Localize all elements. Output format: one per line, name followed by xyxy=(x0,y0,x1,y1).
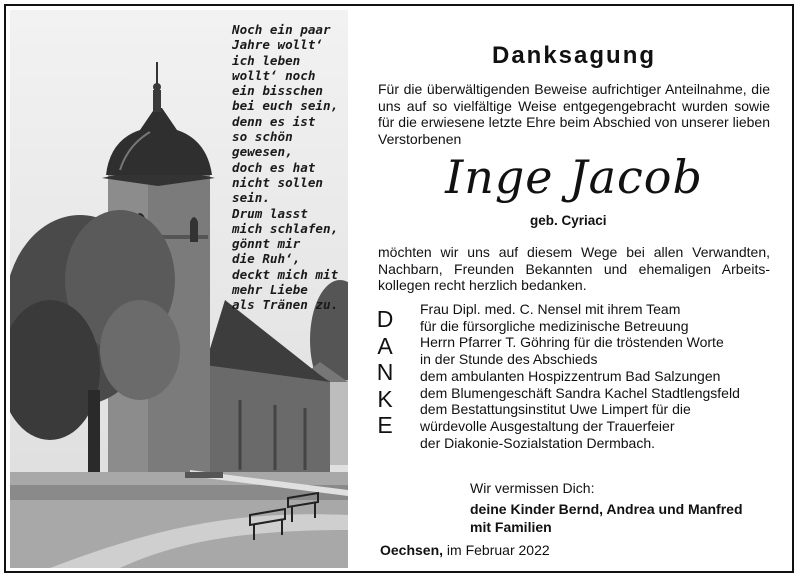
thank-list-line: dem Blumengeschäft Sandra Kachel Stadtlengsfeld xyxy=(420,384,740,401)
danke-vertical xyxy=(372,306,398,439)
thank-list-line: dem Bestattungsinstitut Uwe Limpert für die xyxy=(420,401,691,418)
birth-name: geb. Cyriaci xyxy=(530,213,607,228)
danke-letter: E xyxy=(377,412,393,438)
notice-title: Danksagung xyxy=(491,42,657,69)
thank-list xyxy=(420,301,790,451)
family-signature xyxy=(470,500,743,536)
danke-letter: A xyxy=(377,332,393,359)
danke-letter: K xyxy=(377,385,393,412)
thanks-paragraph: möchten wir uns auf diesem Wege bei allen Verwandten, Nachbarn, Freunden Bekannten und ehemaligen Arbeits-kollegen recht herzlich bedanken. xyxy=(378,244,770,294)
family-line: mit Familien xyxy=(470,519,552,535)
thank-list-line: Frau Dipl. med. C. Nensel mit ihrem Team xyxy=(420,301,681,317)
thank-list-line: in der Stunde des Abschieds xyxy=(420,351,598,368)
date: im Februar 2022 xyxy=(446,542,550,558)
thank-list-line: würdevolle Ausgestaltung der Trauerfeier xyxy=(420,417,675,434)
thank-list-line: der Diakonie-Sozialstation Dermbach. xyxy=(420,434,655,451)
miss-you-line: Wir vermissen Dich: xyxy=(470,480,595,496)
thank-list-line: für die fürsorgliche medizinische Betreuung xyxy=(420,317,689,334)
intro-paragraph: Für die überwältigenden Beweise aufrichtiger Anteilnahme, die uns auf so vielfältige Weise entgegengebracht wurden sowie für die erwiesene letzte Ehre beim Abschied von unserer lieben Verstorbenen xyxy=(378,81,770,148)
place: Oechsen, xyxy=(380,542,444,558)
thank-list-line: Herrn Pfarrer T. Göhring für die tröstenden Worte xyxy=(420,334,724,351)
deceased-name: Inge Jacob xyxy=(445,150,703,204)
danke-letter: D xyxy=(376,306,394,332)
thank-list-line: dem ambulanten Hospizzentrum Bad Salzungen xyxy=(420,367,721,384)
memorial-poem: Noch ein paar Jahre wollt‘ ich leben wollt‘ noch ein bisschen bei euch sein, denn es ist so schön gewesen, doch es hat nicht sollen sein. Drum lasst mich schlafen, gönnt mir die Ruh‘, deckt mich mit mehr Liebe als Tränen zu. xyxy=(232,22,339,313)
place-date xyxy=(380,542,550,558)
family-line: deine Kinder Bernd, Andrea und Manfred xyxy=(470,501,743,517)
danke-letter: N xyxy=(376,359,394,385)
